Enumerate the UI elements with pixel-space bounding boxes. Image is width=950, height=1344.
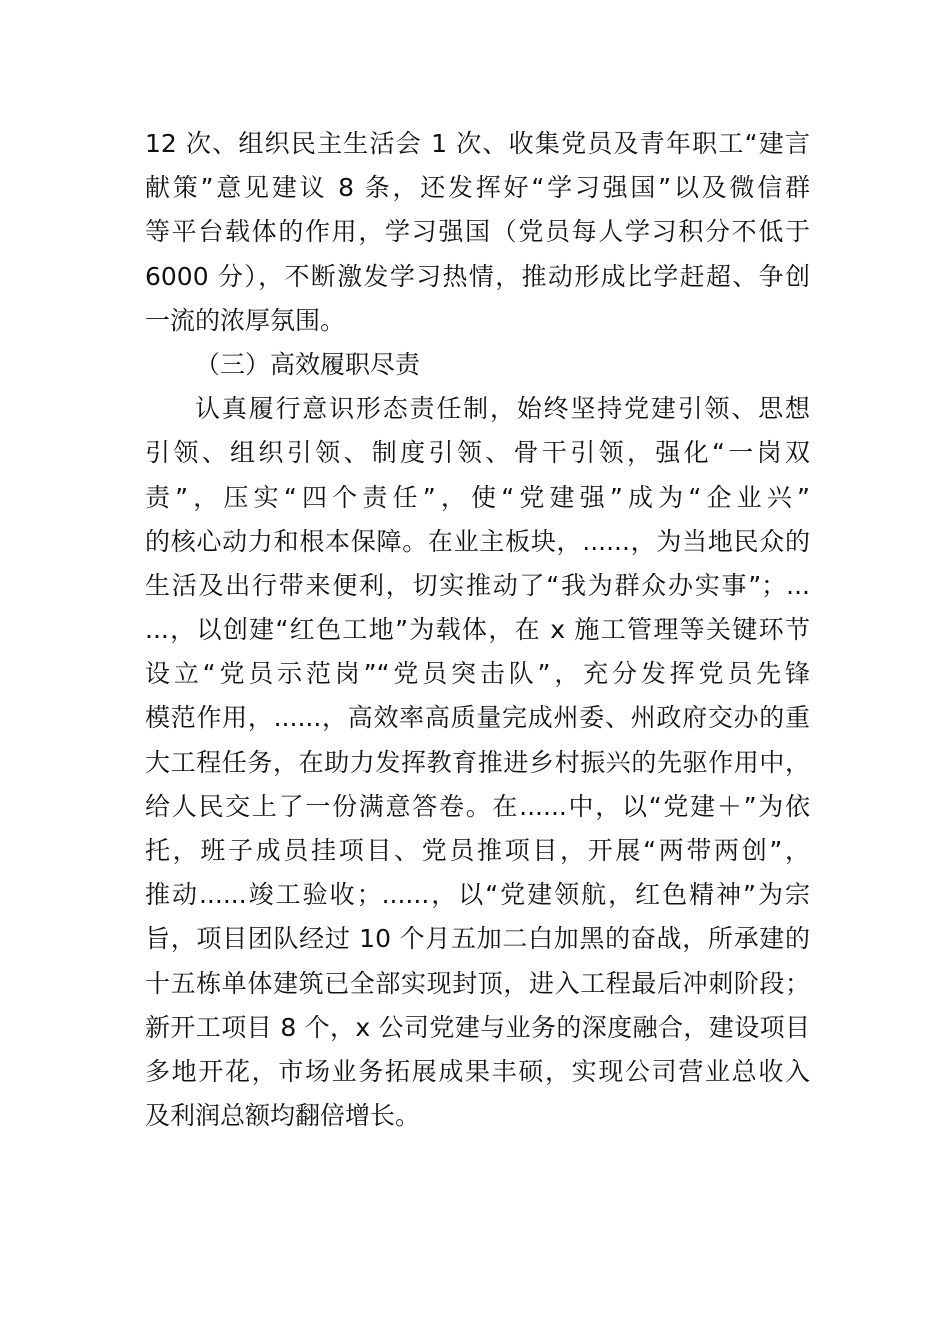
paragraph-line: 等平台载体的作用，学习强国（党员每人学习积分不低于 (145, 217, 810, 247)
paragraph-line: 托，班子成员挂项目、党员推项目，开展“两带两创”， (145, 836, 810, 865)
paragraph-line: 给人民交上了一份满意答卷。在......中，以“党建＋”为依 (145, 791, 810, 821)
paragraph-line: 引领、组织引领、制度引领、骨干引领，强化“一岗双 (145, 438, 810, 468)
paragraph-2 (145, 387, 810, 1138)
paragraph-line: 模范作用，......，高效率高质量完成州委、州政府交办的重 (145, 703, 810, 733)
paragraph-line: 献策”意见建议 8 条，还发挥好“学习强国”以及微信群 (145, 173, 810, 203)
paragraph-line: 推动......竣工验收；......，以“党建领航，红色精神”为宗 (145, 880, 810, 910)
paragraph-line: 一流的浓厚氛围。 (145, 305, 346, 335)
paragraph-1 (145, 122, 810, 343)
paragraph-line: 及利润总额均翻倍增长。 (145, 1101, 421, 1131)
document-page (145, 122, 810, 1138)
paragraph-line: 生活及出行带来便利，切实推动了“我为群众办实事”；... (145, 570, 810, 600)
paragraph-line: 十五栋单体建筑已全部实现封顶，进入工程最后冲刺阶段； (145, 968, 810, 998)
paragraph-line: 6000 分），不断激发学习热情，推动形成比学赶超、争创 (145, 261, 810, 291)
paragraph-line: 新开工项目 8 个，x 公司党建与业务的深度融合，建设项目 (145, 1012, 810, 1042)
paragraph-line: ...，以创建“红色工地”为载体，在 x 施工管理等关键环节 (145, 615, 810, 645)
paragraph-line: 旨，项目团队经过 10 个月五加二白加黑的奋战，所承建的 (145, 924, 810, 954)
paragraph-line: 责”，压实“四个责任”，使“党建强”成为“企业兴” (145, 482, 810, 512)
paragraph-line: 12 次、组织民主生活会 1 次、收集党员及青年职工“建言 (145, 129, 810, 158)
paragraph-line: 多地开花，市场业务拓展成果丰硕，实现公司营业总收入 (145, 1056, 810, 1086)
paragraph-line: 大工程任务，在助力发挥教育推进乡村振兴的先驱作用中， (145, 747, 810, 777)
paragraph-line: 设立“党员示范岗”“党员突击队”，充分发挥党员先锋 (145, 659, 810, 689)
paragraph-line: 的核心动力和根本保障。在业主板块，......，为当地民众的 (145, 526, 810, 556)
section-heading: （三）高效履职尽责 (195, 349, 421, 379)
paragraph-line: 认真履行意识形态责任制，始终坚持党建引领、思想 (195, 394, 810, 424)
